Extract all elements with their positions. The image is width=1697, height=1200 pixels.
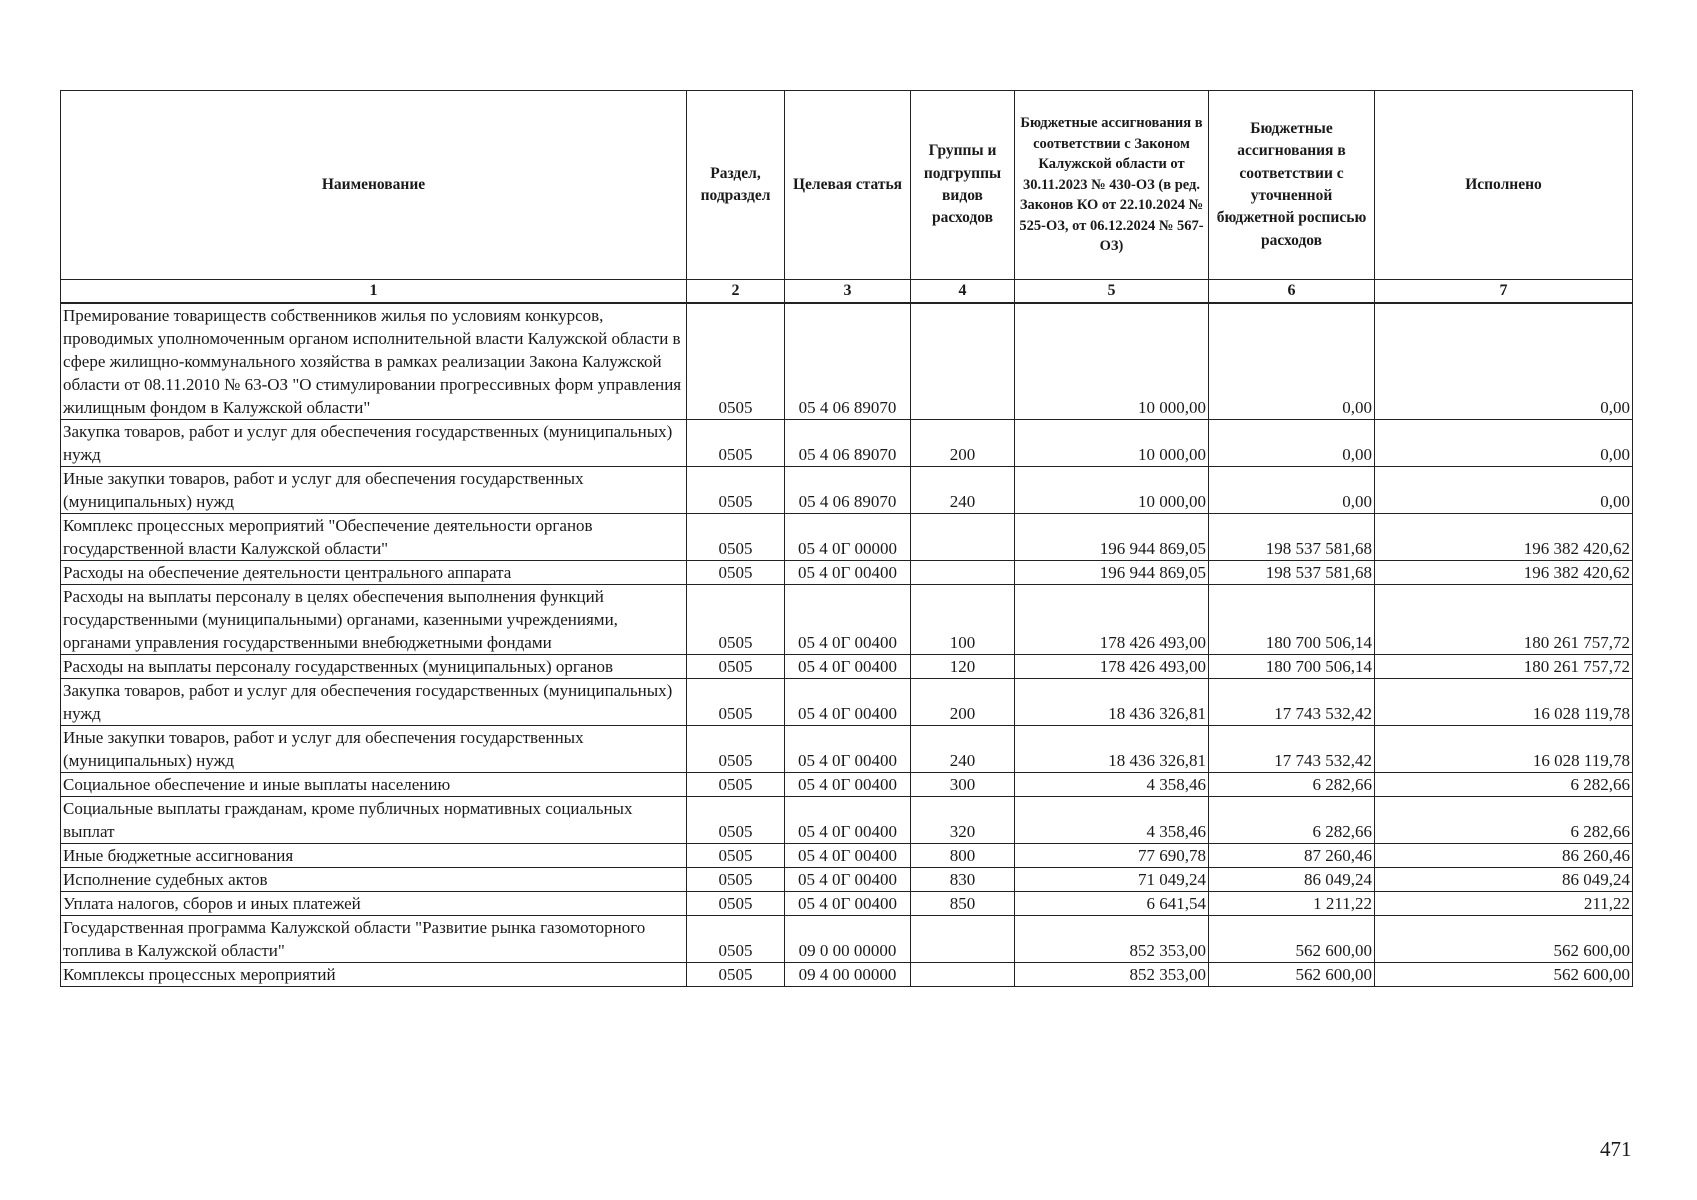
row-group-cell: 100 (911, 585, 1015, 655)
table-row (61, 963, 1633, 987)
row-executed-cell: 16 028 119,78 (1375, 726, 1633, 773)
header-budget-law: Бюджетные ассигнования в соответствии с Законом Калужской области от 30.11.2023 № 430-ОЗ (в ред. Законов КО от 22.10.2024 № 525-ОЗ, от 06.12.2024 № 567-ОЗ) (1015, 91, 1209, 280)
table-row (61, 844, 1633, 868)
row-name-cell: Иные бюджетные ассигнования (61, 844, 687, 868)
row-name-cell: Уплата налогов, сборов и иных платежей (61, 892, 687, 916)
row-target-cell: 05 4 0Г 00400 (785, 868, 911, 892)
table-row (61, 585, 1633, 655)
row-name-cell: Социальные выплаты гражданам, кроме публичных нормативных социальных выплат (61, 797, 687, 844)
row-budget-law-cell: 4 358,46 (1015, 797, 1209, 844)
row-budget-refined-cell: 198 537 581,68 (1209, 561, 1375, 585)
row-section-cell: 0505 (687, 679, 785, 726)
row-group-cell: 240 (911, 726, 1015, 773)
row-group-cell (911, 303, 1015, 420)
row-budget-law-cell: 196 944 869,05 (1015, 514, 1209, 561)
table-row (61, 868, 1633, 892)
row-name-cell: Расходы на выплаты персоналу государственных (муниципальных) органов (61, 655, 687, 679)
row-budget-law-cell: 71 049,24 (1015, 868, 1209, 892)
row-section-cell: 0505 (687, 303, 785, 420)
row-budget-refined-cell: 6 282,66 (1209, 797, 1375, 844)
row-executed-cell: 180 261 757,72 (1375, 585, 1633, 655)
row-group-cell: 320 (911, 797, 1015, 844)
row-section-cell: 0505 (687, 514, 785, 561)
row-name-cell: Иные закупки товаров, работ и услуг для обеспечения государственных (муниципальных) нужд (61, 467, 687, 514)
row-target-cell: 09 0 00 00000 (785, 916, 911, 963)
header-section: Раздел, подраздел (687, 91, 785, 280)
row-budget-law-cell: 178 426 493,00 (1015, 585, 1209, 655)
row-budget-refined-cell: 6 282,66 (1209, 773, 1375, 797)
row-name-cell: Исполнение судебных актов (61, 868, 687, 892)
table-row (61, 514, 1633, 561)
row-name-cell: Социальное обеспечение и иные выплаты населению (61, 773, 687, 797)
table-row (61, 679, 1633, 726)
row-target-cell: 05 4 0Г 00000 (785, 514, 911, 561)
row-budget-refined-cell: 1 211,22 (1209, 892, 1375, 916)
row-target-cell: 05 4 0Г 00400 (785, 773, 911, 797)
row-budget-refined-cell: 17 743 532,42 (1209, 726, 1375, 773)
table-row (61, 303, 1633, 420)
row-name-cell: Расходы на выплаты персоналу в целях обеспечения выполнения функций государственными (муниципальными) органами, казенными учреждениями, органами управления государственными внебюджетными фондами (61, 585, 687, 655)
row-budget-refined-cell: 562 600,00 (1209, 963, 1375, 987)
header-groups: Группы и подгруппы видов расходов (911, 91, 1015, 280)
row-target-cell: 05 4 06 89070 (785, 303, 911, 420)
row-budget-law-cell: 18 436 326,81 (1015, 726, 1209, 773)
table-row (61, 467, 1633, 514)
row-budget-refined-cell: 180 700 506,14 (1209, 585, 1375, 655)
header-row (61, 91, 1633, 280)
row-name-cell: Иные закупки товаров, работ и услуг для обеспечения государственных (муниципальных) нужд (61, 726, 687, 773)
row-budget-law-cell: 10 000,00 (1015, 303, 1209, 420)
row-budget-refined-cell: 180 700 506,14 (1209, 655, 1375, 679)
row-name-cell: Комплексы процессных мероприятий (61, 963, 687, 987)
header-executed: Исполнено (1375, 91, 1633, 280)
row-group-cell: 300 (911, 773, 1015, 797)
row-section-cell: 0505 (687, 797, 785, 844)
column-number: 4 (911, 280, 1015, 304)
row-group-cell: 200 (911, 420, 1015, 467)
row-budget-refined-cell: 0,00 (1209, 420, 1375, 467)
row-group-cell: 120 (911, 655, 1015, 679)
header-name: Наименование (61, 91, 687, 280)
row-budget-refined-cell: 562 600,00 (1209, 916, 1375, 963)
row-group-cell: 850 (911, 892, 1015, 916)
row-target-cell: 05 4 0Г 00400 (785, 585, 911, 655)
table-row (61, 655, 1633, 679)
row-executed-cell: 86 049,24 (1375, 868, 1633, 892)
page-number: 471 (1600, 1137, 1632, 1161)
header-target: Целевая статья (785, 91, 911, 280)
row-executed-cell: 6 282,66 (1375, 797, 1633, 844)
row-group-cell (911, 514, 1015, 561)
row-target-cell: 05 4 06 89070 (785, 420, 911, 467)
column-number: 2 (687, 280, 785, 304)
header-budget-refined: Бюджетные ассигнования в соответствии с уточненной бюджетной росписью расходов (1209, 91, 1375, 280)
row-group-cell: 800 (911, 844, 1015, 868)
row-target-cell: 05 4 0Г 00400 (785, 726, 911, 773)
row-name-cell: Комплекс процессных мероприятий "Обеспечение деятельности органов государственной власти Калужской области" (61, 514, 687, 561)
row-budget-law-cell: 18 436 326,81 (1015, 679, 1209, 726)
row-section-cell: 0505 (687, 655, 785, 679)
row-group-cell: 240 (911, 467, 1015, 514)
row-name-cell: Закупка товаров, работ и услуг для обеспечения государственных (муниципальных) нужд (61, 420, 687, 467)
column-number: 3 (785, 280, 911, 304)
row-section-cell: 0505 (687, 561, 785, 585)
row-target-cell: 05 4 0Г 00400 (785, 797, 911, 844)
row-budget-law-cell: 196 944 869,05 (1015, 561, 1209, 585)
row-executed-cell: 0,00 (1375, 303, 1633, 420)
table-row (61, 797, 1633, 844)
table-body (61, 303, 1633, 987)
row-section-cell: 0505 (687, 585, 785, 655)
table-row (61, 726, 1633, 773)
row-target-cell: 05 4 0Г 00400 (785, 844, 911, 868)
column-number: 5 (1015, 280, 1209, 304)
row-section-cell: 0505 (687, 844, 785, 868)
column-number: 7 (1375, 280, 1633, 304)
row-executed-cell: 562 600,00 (1375, 963, 1633, 987)
row-budget-law-cell: 77 690,78 (1015, 844, 1209, 868)
row-section-cell: 0505 (687, 773, 785, 797)
row-section-cell: 0505 (687, 892, 785, 916)
budget-table (60, 90, 1633, 987)
row-executed-cell: 211,22 (1375, 892, 1633, 916)
budget-table-container (60, 90, 1632, 987)
row-executed-cell: 196 382 420,62 (1375, 514, 1633, 561)
row-budget-refined-cell: 87 260,46 (1209, 844, 1375, 868)
row-group-cell (911, 963, 1015, 987)
row-target-cell: 05 4 0Г 00400 (785, 655, 911, 679)
column-number: 1 (61, 280, 687, 304)
row-budget-refined-cell: 17 743 532,42 (1209, 679, 1375, 726)
row-group-cell: 830 (911, 868, 1015, 892)
row-section-cell: 0505 (687, 726, 785, 773)
row-target-cell: 05 4 0Г 00400 (785, 561, 911, 585)
row-budget-law-cell: 10 000,00 (1015, 467, 1209, 514)
row-executed-cell: 196 382 420,62 (1375, 561, 1633, 585)
row-executed-cell: 6 282,66 (1375, 773, 1633, 797)
row-executed-cell: 86 260,46 (1375, 844, 1633, 868)
row-name-cell: Расходы на обеспечение деятельности центрального аппарата (61, 561, 687, 585)
row-target-cell: 09 4 00 00000 (785, 963, 911, 987)
row-target-cell: 05 4 0Г 00400 (785, 679, 911, 726)
row-budget-refined-cell: 198 537 581,68 (1209, 514, 1375, 561)
row-name-cell: Премирование товариществ собственников жилья по условиям конкурсов, проводимых уполномоченным органом исполнительной власти Калужской области в сфере жилищно-коммунального хозяйства в рамках реализации Закона Калужской области от 08.11.2010 № 63-ОЗ "О стимулировании прогрессивных форм управления жилищным фондом в Калужской области" (61, 303, 687, 420)
row-group-cell (911, 916, 1015, 963)
row-budget-law-cell: 852 353,00 (1015, 963, 1209, 987)
row-target-cell: 05 4 0Г 00400 (785, 892, 911, 916)
column-number: 6 (1209, 280, 1375, 304)
row-section-cell: 0505 (687, 868, 785, 892)
row-budget-refined-cell: 86 049,24 (1209, 868, 1375, 892)
row-executed-cell: 16 028 119,78 (1375, 679, 1633, 726)
row-budget-law-cell: 6 641,54 (1015, 892, 1209, 916)
row-group-cell (911, 561, 1015, 585)
row-budget-law-cell: 852 353,00 (1015, 916, 1209, 963)
row-section-cell: 0505 (687, 420, 785, 467)
row-name-cell: Закупка товаров, работ и услуг для обеспечения государственных (муниципальных) нужд (61, 679, 687, 726)
table-row (61, 420, 1633, 467)
row-budget-refined-cell: 0,00 (1209, 467, 1375, 514)
row-section-cell: 0505 (687, 467, 785, 514)
table-row (61, 916, 1633, 963)
row-budget-law-cell: 10 000,00 (1015, 420, 1209, 467)
table-row (61, 773, 1633, 797)
row-section-cell: 0505 (687, 916, 785, 963)
row-budget-law-cell: 4 358,46 (1015, 773, 1209, 797)
row-executed-cell: 0,00 (1375, 467, 1633, 514)
column-number-row (61, 280, 1633, 304)
row-budget-law-cell: 178 426 493,00 (1015, 655, 1209, 679)
row-section-cell: 0505 (687, 963, 785, 987)
row-group-cell: 200 (911, 679, 1015, 726)
row-executed-cell: 180 261 757,72 (1375, 655, 1633, 679)
row-target-cell: 05 4 06 89070 (785, 467, 911, 514)
row-budget-refined-cell: 0,00 (1209, 303, 1375, 420)
row-name-cell: Государственная программа Калужской области "Развитие рынка газомоторного топлива в Калужской области" (61, 916, 687, 963)
row-executed-cell: 0,00 (1375, 420, 1633, 467)
table-row (61, 561, 1633, 585)
table-row (61, 892, 1633, 916)
row-executed-cell: 562 600,00 (1375, 916, 1633, 963)
